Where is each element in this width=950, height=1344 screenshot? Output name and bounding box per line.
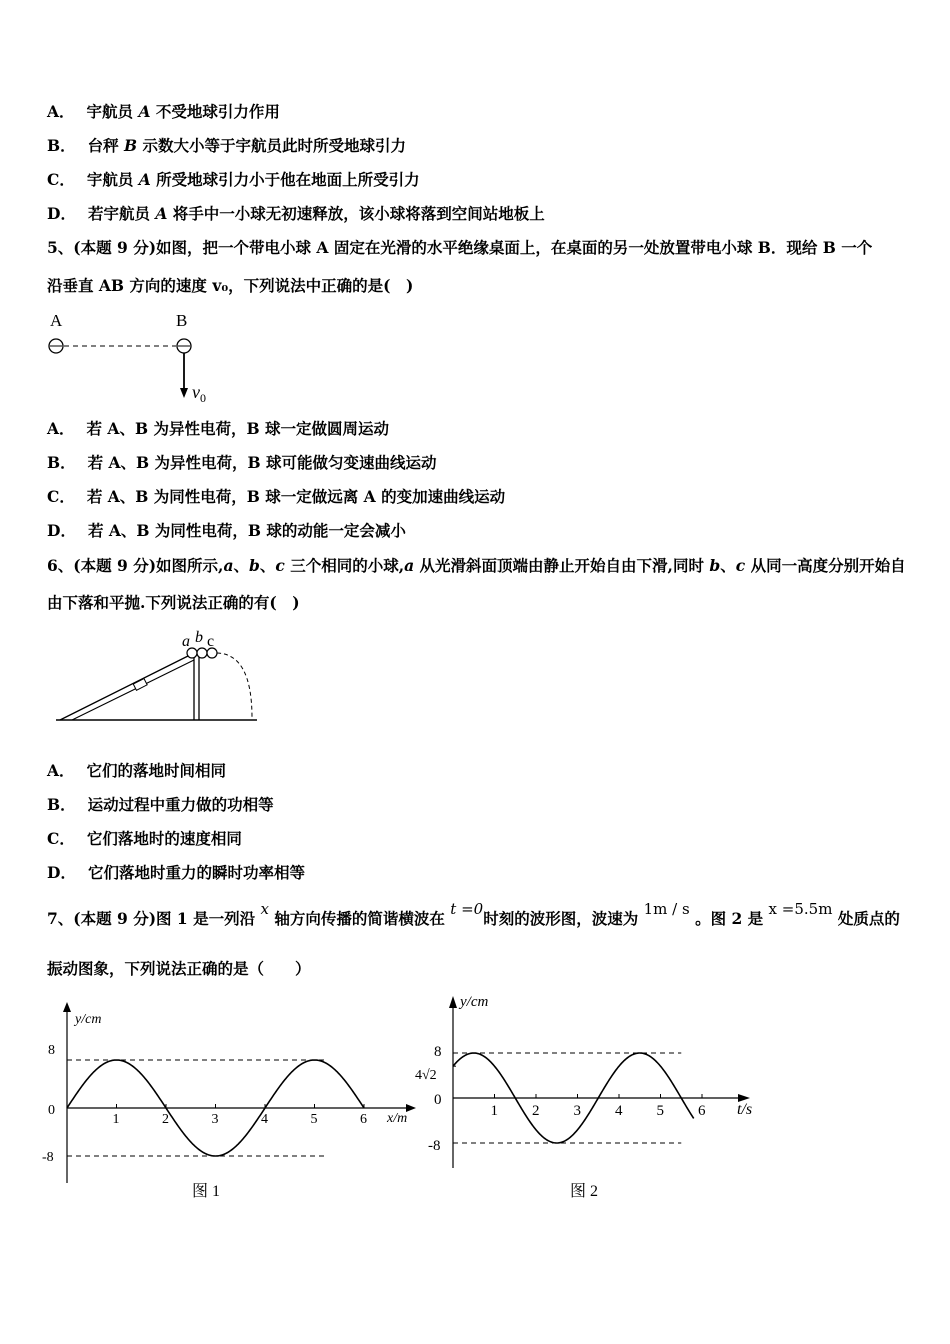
q5-stem-line2: 沿垂直 AB 方向的速度 v₀，下列说法中正确的是( ) (47, 276, 414, 295)
q5-option-c: C． 若 A、B 为同性电荷，B 球一定做远离 A 的变加速曲线运动 (47, 487, 506, 506)
fig1-xtick-label: 5 (310, 1112, 318, 1127)
fig2-ytick-neg8: -8 (428, 1138, 441, 1154)
fig1-xtick-label: 1 (112, 1112, 120, 1127)
q4-option-b: B． 台秤 B 示数大小等于宇航员此时所受地球引力 (47, 136, 407, 155)
fig2-xtick-label: 4 (615, 1103, 623, 1119)
fig2-ylabel: y/cm (460, 994, 489, 1010)
q6-label-c: c (207, 633, 215, 650)
fig2-xtick-label: 1 (490, 1103, 498, 1119)
q5-figure (40, 308, 230, 406)
q5-option-a: A． 若 A、B 为异性电荷，B 球一定做圆周运动 (47, 419, 389, 438)
q7-stem-line1: 7、(本题 9 分)图 1 是一列沿 x 轴方向传播的简谐横波在 t =0时刻的波形图，波速为 1m / s 。图 2 是 x =5.5m 处质点的 (47, 900, 900, 928)
q6-incline-top (60, 654, 192, 720)
fig2-caption: 图 2 (570, 1183, 599, 1200)
q5-label-a: A (50, 311, 63, 330)
q6-stem-line1: 6、(本题 9 分)如图所示,a、b、c 三个相同的小球,a 从光滑斜面顶端由静止开始自由下滑,同时 b、c 从同一高度分别开始自 (47, 556, 906, 575)
fig2-xtick-label: 3 (573, 1103, 581, 1119)
fig1-xtick-label: 6 (360, 1112, 367, 1127)
fig2-xtick-label: 5 (656, 1103, 664, 1119)
fig2-xtick-label: 6 (698, 1103, 706, 1119)
q5-stem-line1: 5、(本题 9 分)如图，把一个带电小球 A 固定在光滑的水平绝缘桌面上，在桌面的另一处放置带电小球 B．现给 B 一个 (47, 238, 873, 257)
fig1-xlabel: x/m (387, 1111, 408, 1126)
q6-option-a: A． 它们的落地时间相同 (47, 761, 227, 780)
q6-sliding-block (133, 679, 147, 691)
q6-option-b: B． 运动过程中重力做的功相等 (47, 795, 274, 814)
fig2-ytick-8: 8 (434, 1044, 442, 1060)
q4-option-d: D． 若宇航员 A 将手中一小球无初速释放，该小球将落到空间站地板上 (47, 204, 545, 223)
q6-label-a: a (182, 633, 190, 650)
q5-option-d: D． 若 A、B 为同性电荷，B 球的动能一定会减小 (47, 521, 406, 540)
fig2-xtick-label: 2 (532, 1103, 540, 1119)
q6-label-b: b (195, 629, 203, 646)
q5-velocity-label: $v_0$ (192, 382, 206, 405)
fig2-ytick-0: 0 (434, 1092, 442, 1108)
q7-stem-line2: 振动图象，下列说法正确的是（ ） (47, 959, 311, 978)
q6-ball-b (197, 648, 207, 658)
q5-option-b: B． 若 A、B 为异性电荷，B 球可能做匀变速曲线运动 (47, 453, 437, 472)
q6-stem-line2: 由下落和平抛.下列说法正确的有( ) (47, 593, 300, 612)
fig1-xtick-label: 3 (211, 1112, 219, 1127)
q5-label-b: B (176, 311, 188, 330)
figure-1-wave-graph (30, 998, 430, 1208)
fig1-caption: 图 1 (192, 1183, 221, 1200)
fig1-ylabel: y/cm (75, 1012, 102, 1027)
q4-option-a: A． 宇航员 A 不受地球引力作用 (47, 102, 280, 121)
q6-projectile-path (217, 653, 252, 718)
fig1-ytick-8: 8 (48, 1043, 55, 1058)
fig2-ytick-4sqrt2: 4√2 (415, 1068, 437, 1083)
q6-option-c: C． 它们落地时的速度相同 (47, 829, 242, 848)
figure-2-vibration-graph (410, 988, 770, 1208)
q6-figure (52, 624, 267, 726)
fig2-xlabel: t/s (737, 1101, 753, 1118)
q6-option-d: D． 它们落地时重力的瞬时功率相等 (47, 863, 305, 882)
fig1-xtick-label: 4 (261, 1112, 268, 1127)
fig1-ytick-neg8: -8 (42, 1150, 54, 1165)
fig1-xtick-label: 2 (162, 1112, 169, 1127)
fig1-ytick-0: 0 (48, 1103, 55, 1118)
q4-option-c: C． 宇航员 A 所受地球引力小于他在地面上所受引力 (47, 170, 420, 189)
